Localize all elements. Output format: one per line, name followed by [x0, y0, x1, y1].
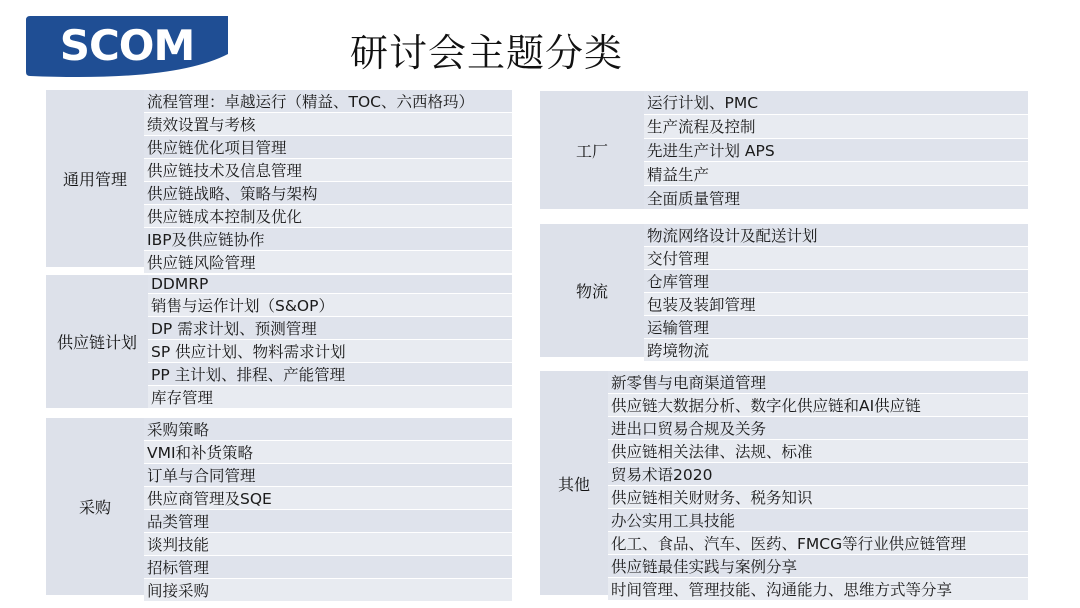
topic-item: 运输管理 [644, 316, 1028, 339]
topic-item: PP 主计划、排程、产能管理 [148, 363, 512, 386]
topic-list [144, 418, 512, 600]
topic-item: 办公实用工具技能 [608, 509, 1028, 532]
topic-item: 绩效设置与考核 [144, 113, 512, 136]
category-label: 供应链计划 [56, 333, 137, 352]
topic-item: 进出口贸易合规及关务 [608, 417, 1028, 440]
topic-item: 品类管理 [144, 510, 512, 533]
topic-list [144, 90, 512, 272]
topic-item: 供应链风险管理 [144, 251, 512, 273]
topic-item: 供应链优化项目管理 [144, 136, 512, 159]
topic-item: 精益生产 [644, 162, 1028, 186]
topic-item: 供应链成本控制及优化 [144, 205, 512, 228]
category-label: 采购 [78, 498, 111, 517]
topic-item: 新零售与电商渠道管理 [608, 371, 1028, 394]
topic-item: 包装及装卸管理 [644, 293, 1028, 316]
topic-item: 仓库管理 [644, 270, 1028, 293]
topic-item: 供应链相关法律、法规、标准 [608, 440, 1028, 463]
topic-list [148, 275, 512, 408]
category-label: 物流 [575, 282, 608, 301]
scom-logo [24, 14, 230, 78]
category-label: 工厂 [575, 141, 608, 161]
topic-list [644, 91, 1028, 209]
group-logistics [540, 224, 1028, 360]
topic-item: 供应链最佳实践与案例分享 [608, 555, 1028, 578]
topic-item: 全面质量管理 [644, 186, 1028, 209]
page-title: 研讨会主题分类 [350, 31, 624, 75]
group-supply-chain-planning [46, 275, 512, 408]
topic-item: 贸易术语2020 [608, 463, 1028, 486]
topic-item: 订单与合同管理 [144, 464, 512, 487]
topic-item: SP 供应计划、物料需求计划 [148, 340, 512, 363]
group-factory [540, 91, 1028, 209]
topic-item: 生产流程及控制 [644, 115, 1028, 139]
topic-item: 招标管理 [144, 556, 512, 579]
topic-item: 供应商管理及SQE [144, 487, 512, 510]
topic-item: 销售与运作计划（S&OP） [148, 294, 512, 317]
topic-item: 采购策略 [144, 418, 512, 441]
topic-item: 供应链大数据分析、数字化供应链和AI供应链 [608, 394, 1028, 417]
topic-item: 跨境物流 [644, 339, 1028, 361]
topic-list [608, 371, 1028, 599]
topic-item: VMI和补货策略 [144, 441, 512, 464]
topic-item: 流程管理：卓越运行（精益、TOC、六西格玛） [144, 90, 512, 113]
topic-item: 运行计划、PMC [644, 91, 1028, 115]
topic-item: 供应链技术及信息管理 [144, 159, 512, 182]
group-procurement [46, 418, 512, 600]
topic-item: 谈判技能 [144, 533, 512, 556]
logo-text: SCOM [59, 21, 195, 70]
group-general-management [46, 90, 512, 272]
topic-item: 库存管理 [148, 386, 512, 408]
topic-item: 时间管理、管理技能、沟通能力、思维方式等分享 [608, 578, 1028, 600]
topic-item: 物流网络设计及配送计划 [644, 224, 1028, 247]
topic-list [644, 224, 1028, 360]
topic-item: DDMRP [148, 275, 512, 294]
topic-item: 化工、食品、汽车、医药、FMCG等行业供应链管理 [608, 532, 1028, 555]
topic-item: 先进生产计划 APS [644, 139, 1028, 163]
topic-item: DP 需求计划、预测管理 [148, 317, 512, 340]
topic-item: 间接采购 [144, 579, 512, 601]
topic-item: IBP及供应链协作 [144, 228, 512, 251]
category-label: 通用管理 [62, 170, 127, 189]
group-other [540, 371, 1028, 599]
topic-item: 供应链战略、策略与架构 [144, 182, 512, 205]
topic-item: 交付管理 [644, 247, 1028, 270]
topic-item: 供应链相关财财务、税务知识 [608, 486, 1028, 509]
category-label: 其他 [557, 474, 590, 494]
